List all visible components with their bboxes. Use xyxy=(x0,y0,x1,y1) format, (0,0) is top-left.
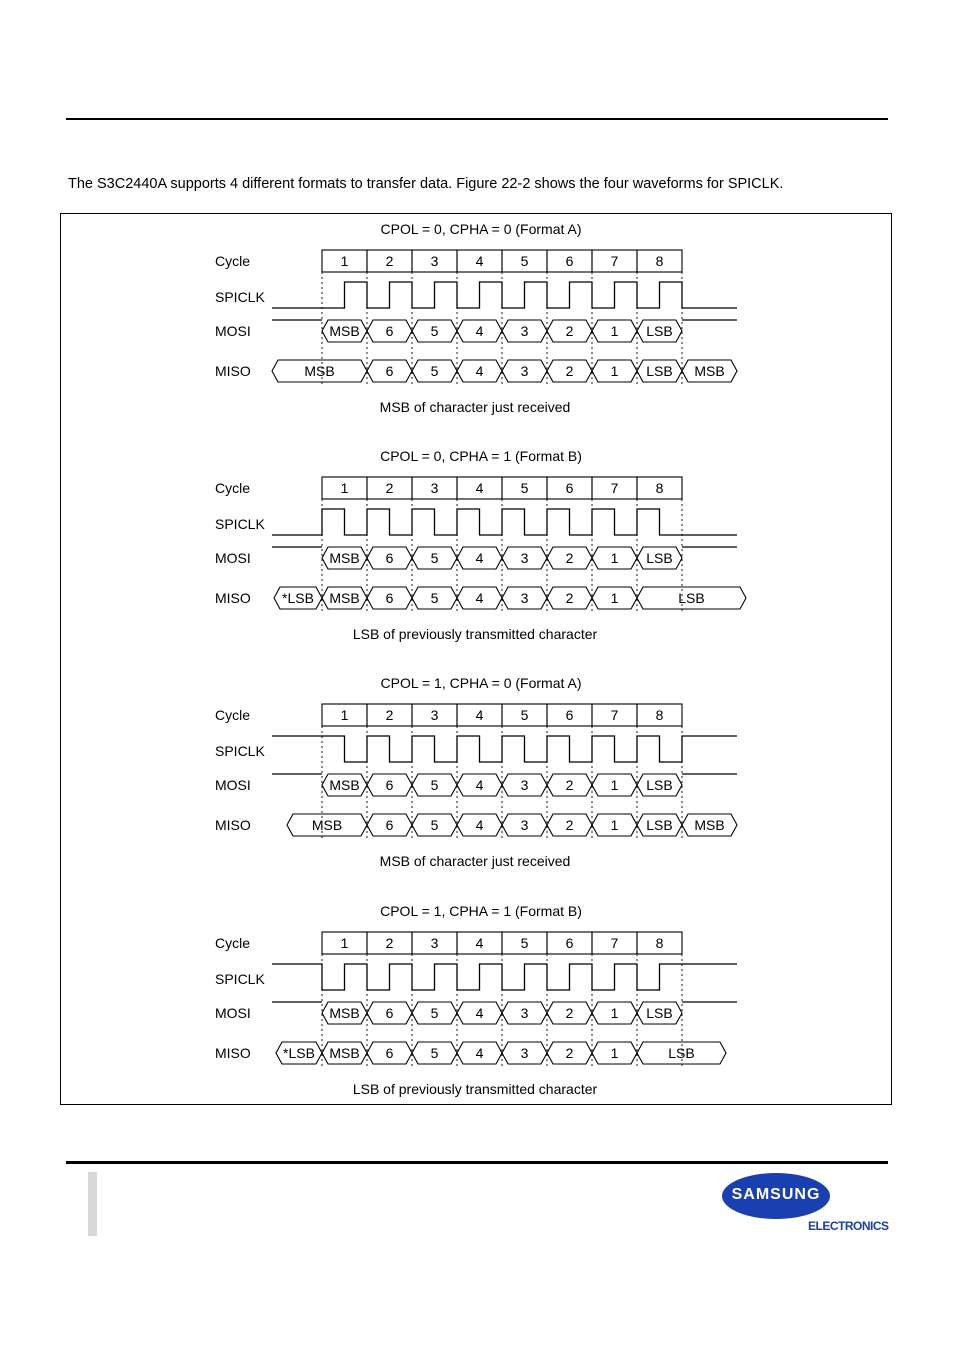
diagram-2-mosi-bit-5-label: 2 xyxy=(565,550,574,566)
diagram-1-cycle-num-8: 8 xyxy=(655,253,664,269)
diagram-3-label-mosi: MOSI xyxy=(215,777,251,793)
diagram-1-miso-bit-4-label: 3 xyxy=(520,363,529,379)
diagram-3-miso-bit-3-label: 4 xyxy=(475,817,484,833)
diagram-1-cycle-num-7: 7 xyxy=(610,253,619,269)
diagram-1-cycle-num-4: 4 xyxy=(475,253,484,269)
diagram-1-mosi-bit-2-label: 5 xyxy=(430,323,439,339)
diagram-1-spiclk-wave xyxy=(272,282,737,308)
diagram-4-cycle-num-7: 7 xyxy=(610,935,619,951)
logo-brand-text: SAMSUNG xyxy=(731,1186,821,1203)
diagram-4-miso-bit-8-label: LSB xyxy=(668,1045,695,1061)
diagram-1-cycle-num-1: 1 xyxy=(340,253,349,269)
diagram-2-mosi-bit-6-label: 1 xyxy=(610,550,619,566)
diagram-1-miso-bit-5-label: 2 xyxy=(565,363,574,379)
diagram-4-cycle-num-6: 6 xyxy=(565,935,574,951)
diagram-4-miso-bit-7-label: 1 xyxy=(610,1045,619,1061)
diagram-4-miso-bit-6-label: 2 xyxy=(565,1045,574,1061)
diagram-3-spiclk-wave xyxy=(272,736,737,762)
diagram-2-label-cycle: Cycle xyxy=(215,480,251,496)
diagram-2-miso-bit-6-label: 2 xyxy=(565,590,574,606)
logo-subtitle: ELECTRONICS xyxy=(808,1219,889,1233)
diagram-1-cycle-num-6: 6 xyxy=(565,253,574,269)
diagram-4-cycle-num-5: 5 xyxy=(520,935,529,951)
diagram-1-mosi-bit-5-label: 2 xyxy=(565,323,574,339)
diagram-3-mosi-bit-3-label: 4 xyxy=(475,777,484,793)
diagram-2-cycle-num-5: 5 xyxy=(520,480,529,496)
diagram-4-title: CPOL = 1, CPHA = 1 (Format B) xyxy=(380,903,582,919)
diagram-1-miso-bit-7-label: LSB xyxy=(646,363,673,379)
diagram-4-miso-bit-2-label: 6 xyxy=(385,1045,394,1061)
diagram-2-miso-bit-8-label: LSB xyxy=(678,590,705,606)
diagram-3-mosi-bit-7-label: LSB xyxy=(646,777,673,793)
diagram-1-miso-bit-8-label: MSB xyxy=(694,363,725,379)
diagram-2-miso-bit-5-label: 3 xyxy=(520,590,529,606)
diagram-4-miso-bit-1-label: MSB xyxy=(329,1045,360,1061)
diagram-3-caption: MSB of character just received xyxy=(379,853,571,869)
diagram-2-mosi-bit-1-label: 6 xyxy=(385,550,394,566)
diagram-3-title: CPOL = 1, CPHA = 0 (Format A) xyxy=(380,675,582,691)
diagram-4-cycle-num-1: 1 xyxy=(340,935,349,951)
diagram-3-cycle-num-1: 1 xyxy=(340,707,349,723)
diagram-3-mosi-bit-1-label: 6 xyxy=(385,777,394,793)
diagram-4-mosi-bit-2-label: 5 xyxy=(430,1005,439,1021)
diagram-2-miso-bit-7-label: 1 xyxy=(610,590,619,606)
diagram-4-miso-bit-3-label: 5 xyxy=(430,1045,439,1061)
intro-paragraph: The S3C2440A supports 4 different formats to transfer data. Figure 22-2 shows the four waveforms for SPICLK. xyxy=(68,176,784,192)
diagram-3-label-spiclk: SPICLK xyxy=(215,743,265,759)
diagram-4-spiclk-wave xyxy=(272,964,737,990)
diagram-4-mosi-bit-3-label: 4 xyxy=(475,1005,484,1021)
diagram-4-mosi-bit-5-label: 2 xyxy=(565,1005,574,1021)
diagram-2-miso-bit-2-label: 6 xyxy=(385,590,394,606)
diagram-4-miso-bit-4-label: 4 xyxy=(475,1045,484,1061)
diagram-1-label-mosi: MOSI xyxy=(215,323,251,339)
diagram-3-cycle-num-4: 4 xyxy=(475,707,484,723)
diagram-1-mosi-bit-7-label: LSB xyxy=(646,323,673,339)
diagram-3-miso-bit-5-label: 2 xyxy=(565,817,574,833)
diagram-3-mosi-bit-6-label: 1 xyxy=(610,777,619,793)
diagram-3-cycle-num-7: 7 xyxy=(610,707,619,723)
diagram-2-miso-bit-3-label: 5 xyxy=(430,590,439,606)
bottom-rule xyxy=(66,1161,888,1164)
diagram-1-mosi-bit-3-label: 4 xyxy=(475,323,484,339)
diagram-4-caption: LSB of previously transmitted character xyxy=(352,1081,598,1097)
diagram-4-mosi-bit-1-label: 6 xyxy=(385,1005,394,1021)
diagram-1-mosi-bit-6-label: 1 xyxy=(610,323,619,339)
diagram-3-mosi-bit-5-label: 2 xyxy=(565,777,574,793)
diagram-1-mosi-bit-1-label: 6 xyxy=(385,323,394,339)
diagram-3-mosi-bit-2-label: 5 xyxy=(430,777,439,793)
diagram-4-mosi-bit-7-label: LSB xyxy=(646,1005,673,1021)
diagram-2-title: CPOL = 0, CPHA = 1 (Format B) xyxy=(380,448,582,464)
diagram-2-miso-bit-0-label: *LSB xyxy=(282,590,314,606)
diagram-2-mosi-bit-0-label: MSB xyxy=(329,550,360,566)
diagram-3-cycle-num-2: 2 xyxy=(385,707,394,723)
diagram-2-cycle-num-6: 6 xyxy=(565,480,574,496)
diagram-3-miso-bit-1-label: 6 xyxy=(385,817,394,833)
diagram-4-cycle-num-4: 4 xyxy=(475,935,484,951)
diagram-1-label-spiclk: SPICLK xyxy=(215,289,265,305)
diagram-3-label-cycle: Cycle xyxy=(215,707,251,723)
diagram-2-mosi-bit-2-label: 5 xyxy=(430,550,439,566)
diagram-3-miso-bit-6-label: 1 xyxy=(610,817,619,833)
diagram-2-label-miso: MISO xyxy=(215,590,251,606)
diagram-4-cycle-num-8: 8 xyxy=(655,935,664,951)
diagram-2-spiclk-wave xyxy=(272,509,737,535)
diagram-1-cycle-num-5: 5 xyxy=(520,253,529,269)
diagram-2-cycle-num-8: 8 xyxy=(655,480,664,496)
diagram-2-miso-bit-1-label: MSB xyxy=(329,590,360,606)
diagram-4-cycle-num-3: 3 xyxy=(430,935,439,951)
diagram-4-miso-bit-0-label: *LSB xyxy=(283,1045,315,1061)
diagram-1-mosi-bit-0-label: MSB xyxy=(329,323,360,339)
diagram-2-caption: LSB of previously transmitted character xyxy=(352,626,598,642)
diagram-2-mosi-bit-7-label: LSB xyxy=(646,550,673,566)
diagram-1-cycle-num-3: 3 xyxy=(430,253,439,269)
diagram-3-cycle-num-8: 8 xyxy=(655,707,664,723)
diagram-1-mosi-bit-4-label: 3 xyxy=(520,323,529,339)
diagram-1-miso-bit-1-label: 6 xyxy=(385,363,394,379)
diagram-2-mosi-bit-3-label: 4 xyxy=(475,550,484,566)
diagram-3-cycle-num-3: 3 xyxy=(430,707,439,723)
diagram-2-label-spiclk: SPICLK xyxy=(215,516,265,532)
diagram-3-mosi-bit-0-label: MSB xyxy=(329,777,360,793)
diagram-4-mosi-bit-4-label: 3 xyxy=(520,1005,529,1021)
diagram-3-miso-bit-8-label: MSB xyxy=(694,817,725,833)
diagram-2-label-mosi: MOSI xyxy=(215,550,251,566)
diagram-1-label-cycle: Cycle xyxy=(215,253,251,269)
diagram-3-mosi-bit-4-label: 3 xyxy=(520,777,529,793)
diagram-3-miso-bit-4-label: 3 xyxy=(520,817,529,833)
diagram-4-label-cycle: Cycle xyxy=(215,935,251,951)
diagram-4-mosi-bit-0-label: MSB xyxy=(329,1005,360,1021)
diagram-1-title: CPOL = 0, CPHA = 0 (Format A) xyxy=(380,221,582,237)
diagram-3-label-miso: MISO xyxy=(215,817,251,833)
samsung-logo xyxy=(722,1173,832,1219)
diagram-2-cycle-num-1: 1 xyxy=(340,480,349,496)
diagram-2-miso-bit-4-label: 4 xyxy=(475,590,484,606)
diagram-3-miso-bit-0-label: MSB xyxy=(311,817,343,833)
page-side-bar xyxy=(88,1172,97,1236)
diagram-3-miso-bit-2-label: 5 xyxy=(430,817,439,833)
diagram-1-miso-bit-2-label: 5 xyxy=(430,363,439,379)
diagram-1-miso-bit-6-label: 1 xyxy=(610,363,619,379)
diagram-4-miso-bit-5-label: 3 xyxy=(520,1045,529,1061)
diagram-3-cycle-num-5: 5 xyxy=(520,707,529,723)
diagram-4-cycle-num-2: 2 xyxy=(385,935,394,951)
diagram-1-miso-bit-3-label: 4 xyxy=(475,363,484,379)
diagram-4-label-spiclk: SPICLK xyxy=(215,971,265,987)
diagram-3-miso-bit-7-label: LSB xyxy=(646,817,673,833)
diagram-4-label-mosi: MOSI xyxy=(215,1005,251,1021)
diagram-1-caption: MSB of character just received xyxy=(379,399,571,415)
diagram-2-mosi-bit-4-label: 3 xyxy=(520,550,529,566)
diagram-2-cycle-num-4: 4 xyxy=(475,480,484,496)
diagram-2-cycle-num-2: 2 xyxy=(385,480,394,496)
diagram-4-label-miso: MISO xyxy=(215,1045,251,1061)
diagram-4-mosi-bit-6-label: 1 xyxy=(610,1005,619,1021)
diagram-2-cycle-num-7: 7 xyxy=(610,480,619,496)
diagram-3-cycle-num-6: 6 xyxy=(565,707,574,723)
diagram-1-label-miso: MISO xyxy=(215,363,251,379)
diagram-1-miso-bit-0-label: MSB xyxy=(304,363,335,379)
diagram-2-cycle-num-3: 3 xyxy=(430,480,439,496)
diagram-1-cycle-num-2: 2 xyxy=(385,253,394,269)
